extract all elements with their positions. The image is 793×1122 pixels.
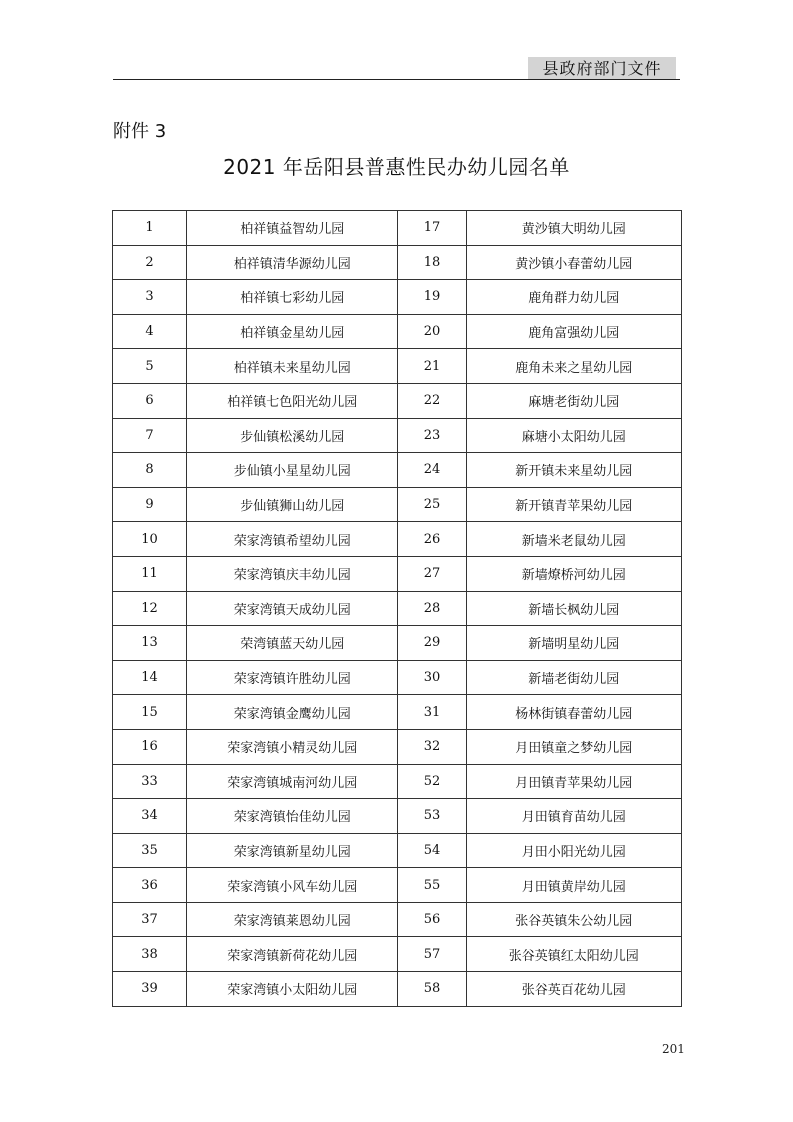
right-number-cell: 25 — [398, 487, 466, 522]
left-number-cell: 4 — [113, 314, 187, 349]
left-number-cell: 34 — [113, 799, 187, 834]
table-row — [113, 833, 682, 868]
left-number-cell: 12 — [113, 591, 187, 626]
left-kindergarten-cell: 荣家湾镇小精灵幼儿园 — [187, 729, 398, 764]
left-kindergarten-cell: 柏祥镇七彩幼儿园 — [187, 280, 398, 315]
left-kindergarten-cell: 步仙镇松溪幼儿园 — [187, 418, 398, 453]
left-kindergarten-cell: 荣家湾镇小风车幼儿园 — [187, 868, 398, 903]
left-kindergarten-cell: 步仙镇狮山幼儿园 — [187, 487, 398, 522]
right-number-cell: 28 — [398, 591, 466, 626]
document-title: 2021 年岳阳县普惠性民办幼儿园名单 — [223, 155, 570, 179]
right-kindergarten-cell: 新墙老街幼儿园 — [466, 660, 681, 695]
right-kindergarten-cell: 鹿角群力幼儿园 — [466, 280, 681, 315]
right-number-cell: 54 — [398, 833, 466, 868]
left-number-cell: 39 — [113, 972, 187, 1007]
right-number-cell: 56 — [398, 902, 466, 937]
right-kindergarten-cell: 鹿角富强幼儿园 — [466, 314, 681, 349]
left-kindergarten-cell: 步仙镇小星星幼儿园 — [187, 453, 398, 488]
right-kindergarten-cell: 月田镇青苹果幼儿园 — [466, 764, 681, 799]
left-number-cell: 1 — [113, 211, 187, 246]
right-number-cell: 24 — [398, 453, 466, 488]
right-number-cell: 17 — [398, 211, 466, 246]
table-row — [113, 764, 682, 799]
table-row — [113, 453, 682, 488]
left-number-cell: 35 — [113, 833, 187, 868]
right-number-cell: 18 — [398, 245, 466, 280]
table-row — [113, 660, 682, 695]
left-kindergarten-cell: 荣家湾镇新荷花幼儿园 — [187, 937, 398, 972]
header-category-label: 县政府部门文件 — [528, 57, 676, 80]
table-row — [113, 383, 682, 418]
right-kindergarten-cell: 鹿角未来之星幼儿园 — [466, 349, 681, 384]
left-kindergarten-cell: 柏祥镇益智幼儿园 — [187, 211, 398, 246]
left-number-cell: 16 — [113, 729, 187, 764]
table-row — [113, 799, 682, 834]
right-number-cell: 23 — [398, 418, 466, 453]
left-kindergarten-cell: 柏祥镇未来星幼儿园 — [187, 349, 398, 384]
right-number-cell: 57 — [398, 937, 466, 972]
table-row — [113, 487, 682, 522]
right-kindergarten-cell: 张谷英镇红太阳幼儿园 — [466, 937, 681, 972]
table-row — [113, 972, 682, 1007]
left-kindergarten-cell: 荣家湾镇莱恩幼儿园 — [187, 902, 398, 937]
right-kindergarten-cell: 新墙燎桥河幼儿园 — [466, 556, 681, 591]
left-number-cell: 13 — [113, 626, 187, 661]
right-kindergarten-cell: 新开镇青苹果幼儿园 — [466, 487, 681, 522]
right-kindergarten-cell: 月田镇童之梦幼儿园 — [466, 729, 681, 764]
left-kindergarten-cell: 荣家湾镇新星幼儿园 — [187, 833, 398, 868]
right-kindergarten-cell: 黄沙镇大明幼儿园 — [466, 211, 681, 246]
table-row — [113, 868, 682, 903]
right-kindergarten-cell: 张谷英百花幼儿园 — [466, 972, 681, 1007]
left-kindergarten-cell: 荣家湾镇希望幼儿园 — [187, 522, 398, 557]
table-row — [113, 314, 682, 349]
table-row — [113, 522, 682, 557]
left-number-cell: 8 — [113, 453, 187, 488]
table-row — [113, 902, 682, 937]
attachment-label: 附件 3 — [113, 121, 167, 142]
right-number-cell: 19 — [398, 280, 466, 315]
left-number-cell: 15 — [113, 695, 187, 730]
left-kindergarten-cell: 荣家湾镇城南河幼儿园 — [187, 764, 398, 799]
right-kindergarten-cell: 杨林街镇春蕾幼儿园 — [466, 695, 681, 730]
left-kindergarten-cell: 荣家湾镇庆丰幼儿园 — [187, 556, 398, 591]
left-number-cell: 2 — [113, 245, 187, 280]
left-kindergarten-cell: 荣湾镇蓝天幼儿园 — [187, 626, 398, 661]
right-kindergarten-cell: 月田小阳光幼儿园 — [466, 833, 681, 868]
left-number-cell: 10 — [113, 522, 187, 557]
right-number-cell: 27 — [398, 556, 466, 591]
table-row — [113, 695, 682, 730]
left-number-cell: 6 — [113, 383, 187, 418]
left-kindergarten-cell: 荣家湾镇怡佳幼儿园 — [187, 799, 398, 834]
right-number-cell: 52 — [398, 764, 466, 799]
left-kindergarten-cell: 柏祥镇清华源幼儿园 — [187, 245, 398, 280]
table-row — [113, 591, 682, 626]
right-number-cell: 29 — [398, 626, 466, 661]
right-kindergarten-cell: 麻塘小太阳幼儿园 — [466, 418, 681, 453]
header-rule — [113, 79, 680, 80]
table-row — [113, 729, 682, 764]
right-kindergarten-cell: 麻塘老街幼儿园 — [466, 383, 681, 418]
right-number-cell: 20 — [398, 314, 466, 349]
left-number-cell: 3 — [113, 280, 187, 315]
left-kindergarten-cell: 荣家湾镇小太阳幼儿园 — [187, 972, 398, 1007]
left-number-cell: 5 — [113, 349, 187, 384]
right-kindergarten-cell: 新墙明星幼儿园 — [466, 626, 681, 661]
right-number-cell: 22 — [398, 383, 466, 418]
left-kindergarten-cell: 荣家湾镇金鹰幼儿园 — [187, 695, 398, 730]
table-row — [113, 556, 682, 591]
left-number-cell: 33 — [113, 764, 187, 799]
table-row — [113, 349, 682, 384]
table-row — [113, 211, 682, 246]
left-kindergarten-cell: 柏祥镇金星幼儿园 — [187, 314, 398, 349]
right-kindergarten-cell: 新墙米老鼠幼儿园 — [466, 522, 681, 557]
left-number-cell: 7 — [113, 418, 187, 453]
right-number-cell: 32 — [398, 729, 466, 764]
kindergarten-table-body — [113, 211, 682, 1007]
left-number-cell: 37 — [113, 902, 187, 937]
left-kindergarten-cell: 柏祥镇七色阳光幼儿园 — [187, 383, 398, 418]
left-number-cell: 36 — [113, 868, 187, 903]
right-number-cell: 58 — [398, 972, 466, 1007]
right-number-cell: 21 — [398, 349, 466, 384]
right-number-cell: 55 — [398, 868, 466, 903]
left-number-cell: 9 — [113, 487, 187, 522]
right-kindergarten-cell: 黄沙镇小春蕾幼儿园 — [466, 245, 681, 280]
left-number-cell: 14 — [113, 660, 187, 695]
left-kindergarten-cell: 荣家湾镇天成幼儿园 — [187, 591, 398, 626]
kindergarten-table — [112, 210, 682, 1007]
left-number-cell: 11 — [113, 556, 187, 591]
left-number-cell: 38 — [113, 937, 187, 972]
table-row — [113, 937, 682, 972]
right-number-cell: 53 — [398, 799, 466, 834]
left-kindergarten-cell: 荣家湾镇许胜幼儿园 — [187, 660, 398, 695]
right-number-cell: 26 — [398, 522, 466, 557]
table-row — [113, 626, 682, 661]
right-number-cell: 31 — [398, 695, 466, 730]
table-row — [113, 245, 682, 280]
right-number-cell: 30 — [398, 660, 466, 695]
page-number: 201 — [662, 1042, 685, 1056]
right-kindergarten-cell: 新开镇未来星幼儿园 — [466, 453, 681, 488]
right-kindergarten-cell: 月田镇育苗幼儿园 — [466, 799, 681, 834]
table-row — [113, 418, 682, 453]
right-kindergarten-cell: 月田镇黄岸幼儿园 — [466, 868, 681, 903]
right-kindergarten-cell: 张谷英镇朱公幼儿园 — [466, 902, 681, 937]
table-row — [113, 280, 682, 315]
right-kindergarten-cell: 新墙长枫幼儿园 — [466, 591, 681, 626]
